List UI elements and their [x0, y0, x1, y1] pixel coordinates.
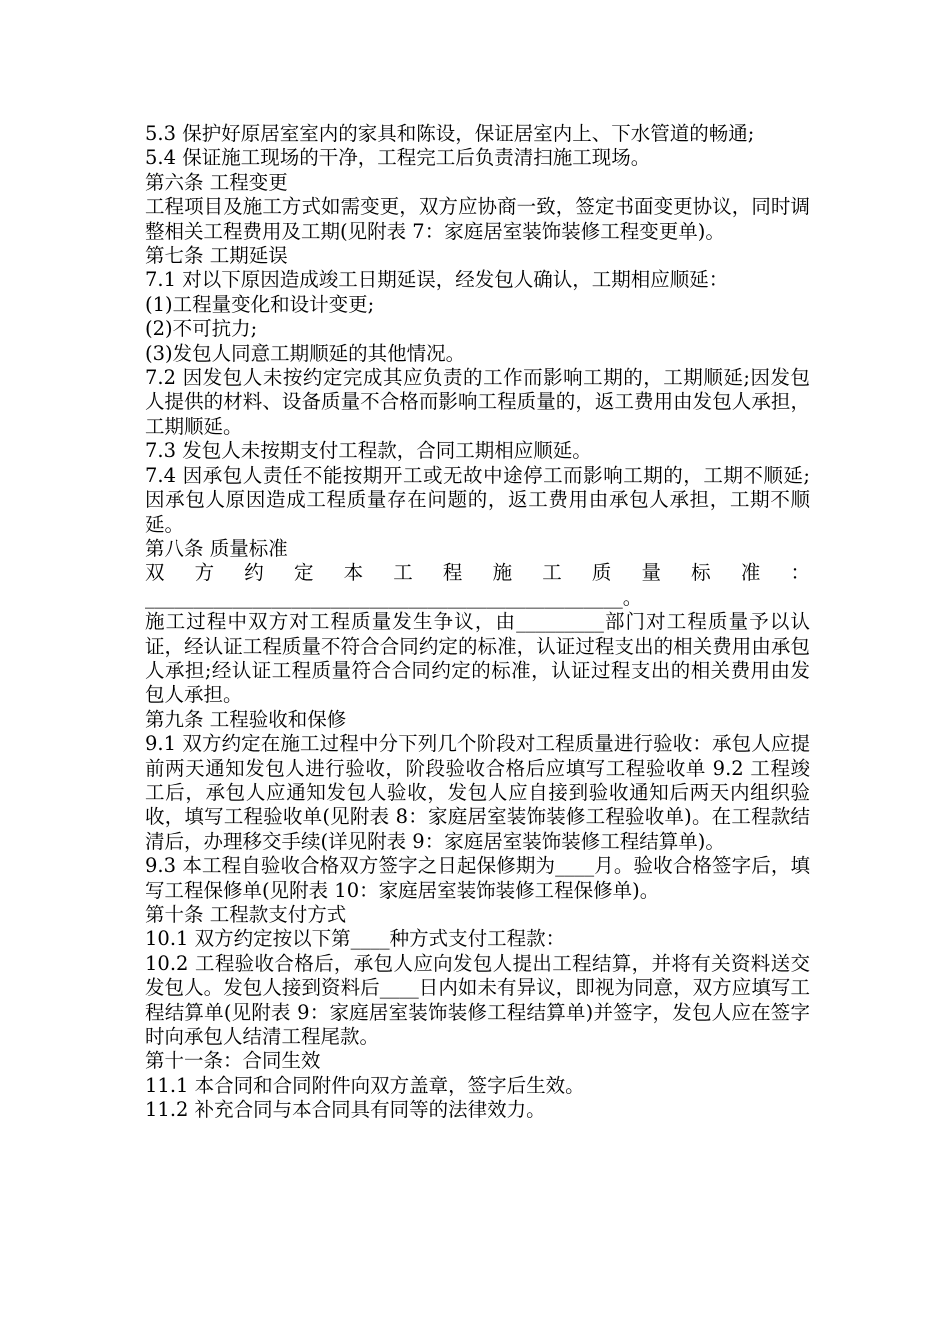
clause-10-2: 10.2 工程验收合格后，承包人应向发包人提出工程结算，并将有关资料送交发包人。发包人接到资料后____日内如未有异议，即视为同意，双方应填写工程结算单(见附表 9：家庭居室装饰装修工程结算单)并签字，发包人应在签字时向承包人结清工程尾款。: [145, 951, 810, 1049]
clause-7-2: 7.2 因发包人未按约定完成其应负责的工作而影响工期的，工期顺延;因发包人提供的材料、设备质量不合格而影响工程质量的，返工费用由发包人承担，工期顺延。: [145, 366, 810, 438]
clause-7-1-item-2: (2)不可抗力;: [145, 317, 258, 341]
clause-7-4: 7.4 因承包人责任不能按期开工或无故中途停工而影响工期的，工期不顺延;因承包人原因造成工程质量存在问题的，返工费用由承包人承担，工期不顺延。: [145, 463, 810, 536]
article-6-heading: 第六条 工程变更: [145, 170, 288, 194]
clause-9-3: 9.3 本工程自验收合格双方签字之日起保修期为____月。验收合格签字后，填写工程保修单(见附表 10：家庭居室装饰装修工程保修单)。: [145, 854, 810, 902]
article-7-heading: 第七条 工期延误: [145, 244, 288, 268]
clause-5-3: 5.3 保护好原居室室内的家具和陈设，保证居室内上、下水管道的畅通;: [145, 122, 755, 145]
clause-7-1-item-3: (3)发包人同意工期顺延的其他情况。: [145, 341, 466, 365]
article-6-text: 工程项目及施工方式如需变更，双方应协商一致，签定书面变更协议，同时调整相关工程费用及工期(见附表 7：家庭居室装饰装修工程变更单)。: [145, 195, 810, 243]
clause-10-1: 10.1 双方约定按以下第____种方式支付工程款：: [145, 927, 566, 951]
clause-7-1-item-1: (1)工程量变化和设计变更;: [145, 292, 375, 316]
article-10-heading: 第十条 工程款支付方式: [145, 903, 347, 926]
article-8-dispute: 施工过程中双方对工程质量发生争议，由_________部门对工程质量予以认证，经认证工程质量不符合合同约定的标准，认证过程支出的相关费用由承包人承担;经认证工程质量符合合同约定的标准，认证过程支出的相关费用由发包人承担。: [145, 610, 810, 707]
clause-11-1: 11.1 本合同和合同附件向双方盖章，签字后生效。: [145, 1073, 585, 1097]
article-8-heading: 第八条 质量标准: [145, 536, 288, 560]
article-8-standard: 双方约定本工程施工质量标准：_________________________________________________。: [145, 561, 810, 609]
clause-7-3: 7.3 发包人未按期支付工程款，合同工期相应顺延。: [145, 439, 592, 463]
clause-11-2: 11.2 补充合同与本合同具有同等的法律效力。: [145, 1098, 546, 1122]
clause-5-4: 5.4 保证施工现场的干净，工程完工后负责清扫施工现场。: [145, 146, 651, 170]
article-11-heading: 第十一条：合同生效: [145, 1049, 321, 1073]
clause-7-1: 7.1 对以下原因造成竣工日期延误，经发包人确认，工期相应顺延：: [145, 268, 729, 292]
article-9-heading: 第九条 工程验收和保修: [145, 707, 347, 731]
document-body: [145, 122, 810, 1123]
clause-9-1: 9.1 双方约定在施工过程中分下列几个阶段对工程质量进行验收：承包人应提前两天通知发包人进行验收，阶段验收合格后应填写工程验收单 9.2 工程竣工后，承包人应通知发包人验收，发包人应自接到验收通知后两天内组织验收，填写工程验收单(见附表 8：家庭居室装饰装修工程验收单)。在工程款结清后，办理移交手续(详见附表 9：家庭居室装饰装修工程结算单)。: [145, 732, 810, 853]
